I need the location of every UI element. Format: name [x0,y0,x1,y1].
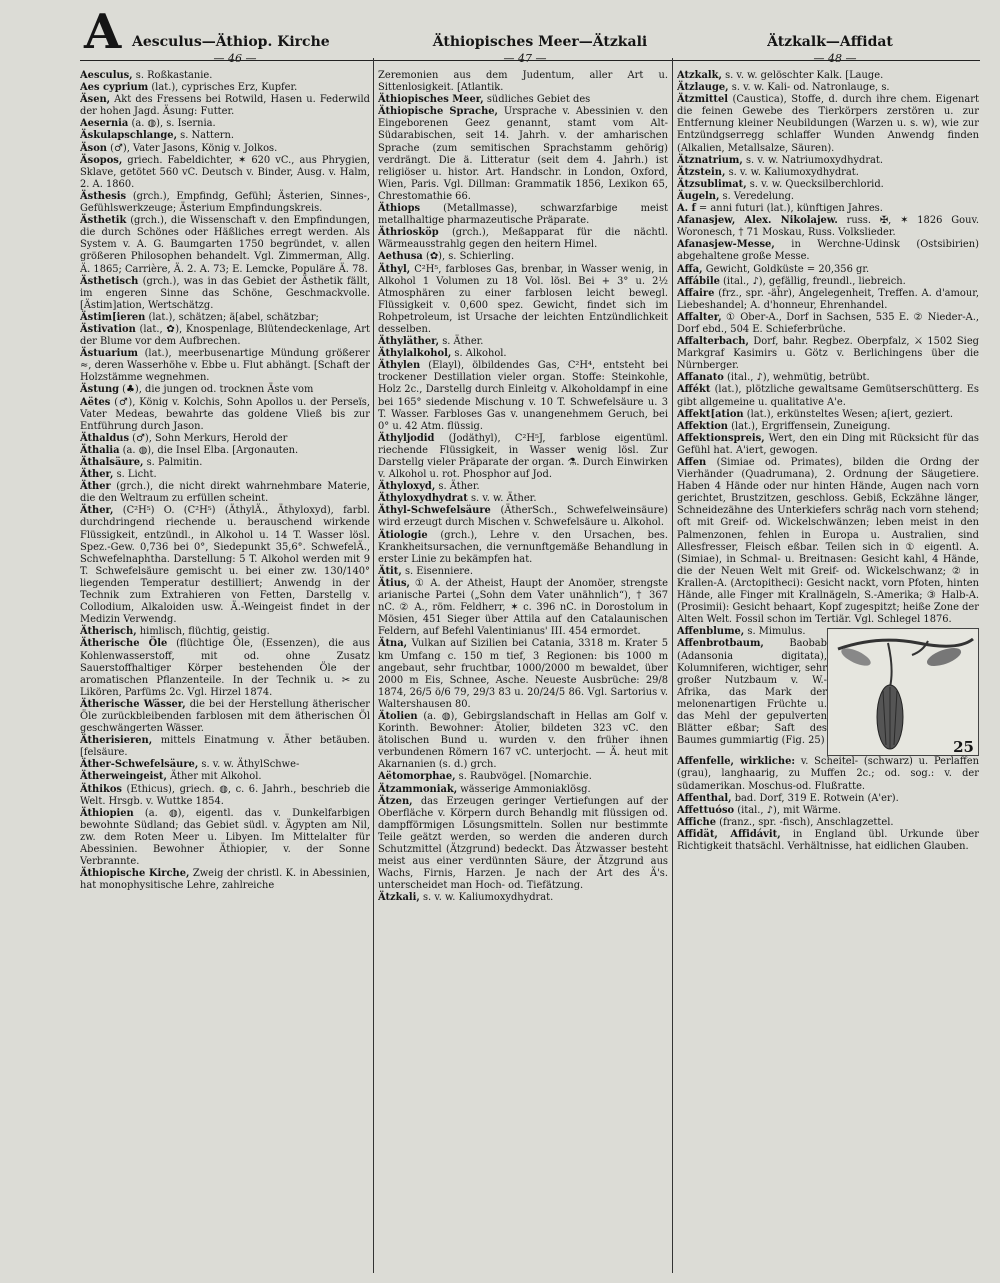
entry-headword: Äthyl-Schwefelsäure [378,505,491,517]
entry-headword: Aes cyprium [80,82,149,94]
entry-text: s. v. w. Quecksilberchlorid. [746,178,884,190]
entry-headword: Äthylen [378,360,421,372]
dictionary-entry [677,70,979,82]
entry-text: s. v. w. Kali- od. Natronlauge, s. [728,82,890,94]
entry-text: (Metallmasse), schwarzfarbige meist metallhaltige pharmazeutische Präparate. [378,203,668,227]
dictionary-entry [677,264,979,276]
dictionary-entry [80,215,370,275]
entry-headword: Affalterbach, [677,336,749,348]
dictionary-entry [80,759,370,771]
entry-headword: Ätherische Öle [80,638,168,650]
dictionary-entry [677,372,979,384]
entry-text: s. v. w. Kaliumoxydhydrat. [419,892,554,904]
section-letter: A [84,4,122,60]
dictionary-entry [677,94,979,154]
dictionary-entry [677,384,979,408]
entry-headword: Affékt [677,384,711,396]
column-left [80,70,370,1270]
entry-text: (ital., ♪), gefällig, freundl., liebreich. [719,275,906,287]
entry-headword: Affen [677,457,707,468]
entry-headword: Affiche [677,816,716,828]
dictionary-entry [677,805,979,817]
dictionary-entry [378,505,668,529]
dictionary-entry [80,143,370,155]
dictionary-entry [677,191,979,203]
entry-text: (lat.), plötzliche gewaltsame Gemütserschütterg. Es gibt allgemeine u. qualitative A'e. [677,384,979,408]
dictionary-entry [378,360,668,433]
entry-headword: Ätzmittel [677,94,729,106]
entry-headword: Äsen, [80,94,111,106]
dictionary-entry [677,793,979,805]
entry-headword: Äugeln, [677,190,720,202]
entry-text: die bei der Herstellung ätherischer Öle zurückbleibenden farblosen mit dem ätherischen Öl geschwängerten Wässer. [80,698,370,735]
entry-headword: A. f [677,203,696,215]
entry-text: s. Roßkastanie. [132,70,213,81]
entry-headword: Äthiopien [80,807,134,819]
dictionary-entry [677,215,979,239]
entry-text: (grch.), die nicht direkt wahrnehmbare Materie, die den Weltraum zu erfüllen scheint. [80,481,370,505]
entry-headword: Äthalsäure, [80,457,144,468]
entry-text: s. Äther. [439,336,484,348]
dictionary-entry [378,530,668,566]
entry-headword: Ätherweingeist, [80,771,167,783]
entry-headword: Ästhesis [80,190,127,202]
dictionary-entry [80,808,370,868]
entry-headword: Äthriosköp [378,227,439,239]
entry-headword: Ätolien [378,710,418,722]
entry-headword: Affalter, [677,311,722,323]
dictionary-entry [80,433,370,445]
dictionary-entry [677,203,979,215]
entry-text: Zweig der christl. K. in Abessinien, hat monophysitische Lehre, zahlreiche [80,868,370,892]
entry-headword: Ätzstein, [677,166,726,178]
entry-headword: Aëtes [80,396,111,408]
dictionary-entry [378,251,668,263]
column-right [677,70,979,1270]
entry-headword: Affektionspreis, [677,432,765,444]
dictionary-entry [80,324,370,348]
running-head-left: Aesculus—Äthiop. Kirche [132,34,330,50]
entry-headword: Äthyloxyd, [378,481,436,493]
dictionary-entry [378,784,668,796]
entry-headword: Äthylalkohol, [378,348,452,360]
entry-text: (ital., ♪), wehmütig, betrübt. [723,372,870,384]
entry-headword: Aesculus, [80,70,133,81]
dictionary-entry [378,336,668,348]
page-number-left: — 46 — [213,52,257,65]
entry-text: bad. Dorf, 319 E. Rotwein (A'er). [731,792,899,804]
entry-text: (a. ◍), die Insel Elba. [Argonauten. [119,444,299,456]
entry-text: v. Scheitel- (schwarz) u. Perlaffen (grau), langhaarig, zu Muffen 2c.; od. sog.: v. der südamerikan. Moschus-od. Flußratte. [677,756,979,792]
entry-headword: Ästuarium [80,348,138,360]
entry-text: (grch.), Meßapparat für die nächtl. Wärmeausstrahlg gegen den heitern Himel. [378,227,668,251]
dictionary-entry [80,626,370,638]
entry-text: (a. ◍), s. Isernia. [128,118,216,130]
entry-headword: Äthiopisches Meer, [378,94,484,106]
entry-headword: Affenbrotbaum, [677,638,764,650]
dictionary-entry [80,384,370,396]
dictionary-entry [378,638,668,711]
dictionary-entry [378,203,668,227]
dictionary-entry [80,191,370,215]
dictionary-entry [378,566,668,578]
page-header [0,0,1000,70]
entry-text: Ursprache v. Abessinien v. den Eingeborenen Geez genannt, stamt vom Alt-Südarabischen, seit 14. Jahrh. v. der amharischen Sprache (zum semitischen Sprachstamm gehörig) verdrängt. Die ä. Litteratur (seit dem 4. Jahrh.) ist religiöser u. histor. Art. Handschr. in London, Oxford, Wien, Paris. Vgl. Dillman: Grammatik 1856, Lexikon 65, Chrestomathie 66. [378,106,668,202]
entry-text: s. v. w. Äther. [467,493,537,505]
dictionary-entry [677,457,979,626]
entry-text: (grch.), Lehre v. den Ursachen, bes. Krankheitsursachen, die vernunftgemäße Behandlung in erster Linie zu bekämpfen hat. [378,529,668,565]
entry-headword: Ästivation [80,323,136,335]
entry-headword: Ätherisch, [80,626,137,638]
entry-headword: Affanato [677,372,724,384]
entry-text: (ÄtherSch., Schwefelweinsäure) wird erzeugt durch Mischen v. Schwefelsäure u. Alkohol. [378,505,668,529]
dictionary-entry [677,638,827,747]
dictionary-entry [80,397,370,433]
entry-text: (♂), König v. Kolchis, Sohn Apollos u. der Perseïs, Vater Medeas, bewahrte das goldene Vließ bis zur Entführung durch Jason. [80,396,370,432]
entry-headword: Affidät, Affidávit, [677,828,781,840]
dictionary-entry [80,771,370,783]
entry-text: (flüchtige Öle, (Essenzen), die aus Kohlenwasserstoff, mit od. ohne Zusatz Sauerstoffhaltiger Körper bestehenden Öle der aromatischen Pflanzenteile. In der Technik u. ✂ zu Likören, Parfüms 2c. Vgl. Hirzel 1874. [80,638,370,698]
entry-text: (♂), Vater Jasons, König v. Jolkos. [107,142,278,154]
dictionary-entry [378,264,668,337]
entry-text: (franz., spr. -fisch), Anschlagzettel. [716,816,894,828]
entry-text: russ. ✠, ✶ 1826 Gouv. Woronesch, † 71 Moskau, Russ. Volkslieder. [677,215,979,239]
entry-text: s. Äther. [435,481,480,493]
dictionary-entry [80,70,370,82]
entry-headword: Ätzkali, [378,892,420,904]
entry-text: (ital., ♪), mit Wärme. [734,804,841,816]
dictionary-entry [80,276,370,312]
entry-headword: Affettuóso [677,804,735,816]
dictionary-entry [677,179,979,191]
entry-text: (lat.), schätzen; ä[abel, schätzbar; [145,311,319,323]
entry-text: (lat.), erkünsteltes Wesen; a[iert, geziert. [743,408,954,420]
baobab-fruit-illustration [828,629,978,755]
entry-text: Zeremonien aus dem Judentum, aller Art u. Sittenlosigkeit. [Atlantik. [378,70,668,94]
entry-headword: Affenblume, [677,626,745,638]
entry-text: (lat.), meerbusenartige Mündung größerer ≈, deren Wasserhöhe v. Ebbe u. Flut abhängt. [Schaft der Holzstämme wegnehmen. [80,348,370,384]
entry-headword: Äthikos [80,783,122,795]
entry-text: s. Eisenniere. [401,565,474,577]
entry-headword: Aethusa [378,251,423,263]
entry-headword: Ätzsublimat, [677,178,747,190]
dictionary-entry [378,348,668,360]
entry-text: s. Raubvögel. [Nomarchie. [455,771,592,783]
entry-text: s. Alkohol. [451,348,507,360]
entry-headword: Äskulapschlange, [80,130,178,142]
entry-headword: Ätzammoniak, [378,783,458,795]
dictionary-entry [677,626,827,638]
entry-headword: Ätzlauge, [677,82,729,94]
entry-text: s. v. w. ÄthylSchwe- [198,759,300,771]
entry-headword: Äthalia [80,444,120,456]
dictionary-entry [677,239,979,263]
entry-headword: Aesernia [80,118,129,130]
entry-text: in Werchne-Udinsk (Ostsibirien) abgehaltene große Messe. [677,239,979,263]
entry-text: Dorf, bahr. Regbez. Oberpfalz, ⚔ 1502 Sieg Markgraf Kasimirs u. Götz v. Berlichingens über die Nürnberger. [677,336,979,372]
entry-text: ① A. der Atheist, Haupt der Anomöer, strengste arianische Partei („Sohn dem Vater unähnlich“), † 367 nC. ② A., röm. Feldherr, ✶ c. 396 nC. in Dorostolum in Mösien, 451 Sieger über Attila auf den Catalaunischen Feldern, auf Befehl Valentinianus' III. 454 ermordet. [378,577,668,638]
entry-headword: Ätherische Wässer, [80,698,186,710]
dictionary-entry [677,288,979,312]
entry-headword: Ätzen, [378,795,413,807]
dictionary-entry [378,711,668,771]
entry-headword: Äthiopische Sprache, [378,106,498,118]
entry-text: s. v. w. Kaliumoxydhydrat. [725,166,859,178]
dictionary-entry [677,433,979,457]
entry-text: Gewicht, Goldküste = 20,356 gr. [702,263,870,275]
dictionary-entry [677,155,979,167]
entry-text: das Erzeugen geringer Vertiefungen auf der Oberfläche v. Körpern durch Behandlg mit flüssigen od. dampfförmigen Lösungsmitteln. Sollen nur bestimmte Teile geätzt werden, so werden die anderen durch Schutzmittel (Ätzgrund) bedeckt. Das Ätzwasser besteht meist aus einer verdünnten Säure, der Ätzgrund aus Wachs, Firnis, Harzen. Je nach der Art des Ä's. unterscheidet man Hoch- od. Tiefätzung. [378,795,668,892]
entry-text: Baobab (Adansonia digitata), Kolumniferen, wichtiger, sehr großer Nutzbaum v. W.-Afrika, das Mark der melonenartigen Früchte u. das Mehl der gepulverten Blätter eßbar; Saft des Baumes gummiartig (Fig. 25) [677,638,827,747]
dictionary-entry [378,94,668,106]
entry-text: (lat.), Ergriffensein, Zuneigung. [727,420,891,432]
entry-text: s. Mimulus. [744,626,806,638]
entry-text: ① Ober-A., Dorf in Sachsen, 535 E. ② Nieder-A., Dorf ebd., 504 E. Schieferbrüche. [677,311,979,335]
dictionary-entry [378,227,668,251]
entry-headword: Ätit, [378,565,402,577]
entry-headword: Afanasjew-Messe, [677,239,775,251]
dictionary-entry [80,505,370,626]
entry-text: s. Licht. [113,469,157,481]
dictionary-entry [378,796,668,893]
entry-text: s. Palmitin. [143,457,203,468]
entry-headword: Affenfelle, wirkliche: [677,756,796,768]
entry-text: (a. ◍), eigentl. das v. Dunkelfarbigen bewohnte Südland; das Gebiet südl. v. Ägypten am Nil, zw. dem Roten Meer u. Libyen. Im Mittelalter für Abessinien. Bewohner Äthiopier, v. der Sonne Verbrannte. [80,807,370,868]
entry-headword: Äthyl, [378,263,411,275]
entry-text: (C²H⁵) O. (C²H⁵) (ÄthylÄ., Äthyloxyd), farbl. durchdringend riechende u. berauschend wirkende Flüssigkeit, entzündl., in Alkohol u. 14 T. Wasser lösl. Spez.-Gew. 0,736 bei 0°, Siedepunkt 35,6°. SchwefelÄ., Schwefelnaphtha. Darstellung: 5 T. Alkohol werden mit 9 T. Schwefelsäure gemischt u. bei einer zw. 130/140° liegenden Temperatur destilliert; Anwendg in der Technik zum Extrahieren von Fetten, Darstellg v. Collodium, Alkaloiden usw. Ä.-Weingeist findet in der Medizin Verwendg. [80,505,370,626]
figure-number: 25 [953,738,974,757]
entry-headword: Äther [80,481,111,493]
entry-text: (Simiae od. Primates), bilden die Ordng der Vierhänder (Quadrumana), 2. Ordnung der Säugetiere. Haben 4 Hände oder nur hinten Hände, Augen nach vorn gerichtet, Brustzitzen, geschloss. Gebiß, Eckzähne länger, Schneidezähne des Unterkiefers schräg nach vorn stehend; oft mit Greif- od. Wickelschwänzen; leben meist in den Palmenzonen, fehlen in Europa u. Australien, sind Allesfresser, Fleisch eßbar. Teilen sich in ① eigentl. A. (Simiae), in Schmal- u. Breitnasen: Gesicht kahl, 4 Hände, die der Neuen Welt mit Greif- od. Wickelschwanz; ② in Krallen-A. (Arctopitheci): Gesicht nackt, vorn Pfoten, hinten Hände, alle Finger mit Krallnägeln, S.-Amerika; ③ Halb-A. (Prosimii): Gesicht behaart, Kopf zugespitzt; heiße Zone der Alten Welt. Fossil schon im Tertiär. Vgl. Schlegel 1876. [677,457,979,626]
baobab-figure [827,628,979,756]
entry-text: (♣), die jungen od. trocknen Äste vom [119,384,314,396]
entry-headword: Affa, [677,263,703,275]
entry-headword: Äther, [80,469,114,481]
entry-text: (✿), s. Schierling. [422,251,515,263]
entry-headword: Ätherisieren, [80,735,153,747]
entry-text: (a. ◍), Gebirgslandschaft in Hellas am Golf v. Korinth. Bewohner: Ätolier, bildeten 323 vC. den ätolischen Bund u. wurden v. den früher ihnen verbundenen Römern 167 vC. unterjocht. — Ä. heut mit Akarnanien (s. d.) grch. [378,710,668,771]
entry-text: Wert, den ein Ding mit Rücksicht für das Gefühl hat. A'iert, gewogen. [677,432,979,456]
entry-text: s. v. w. gelöschter Kalk. [Lauge. [721,70,884,81]
dictionary-entry [677,829,979,853]
dictionary-entry [80,784,370,808]
dictionary-entry [80,348,370,384]
dictionary-entry [378,771,668,783]
dictionary-entry [677,421,979,433]
entry-headword: Äthyljodid [378,432,435,444]
dictionary-entry [80,481,370,505]
dictionary-entry [677,82,979,94]
entry-headword: Affenthal, [677,792,732,804]
entry-headword: Ästhetisch [80,275,139,287]
dictionary-entry [80,312,370,324]
entry-text: mittels Einatmung v. Äther betäuben. [felsäure. [80,735,370,759]
entry-text: wässerige Ammoniaklösg. [457,783,591,795]
dictionary-entry [80,118,370,130]
entry-headword: Äther, [80,505,114,517]
figure-block [677,626,979,756]
dictionary-entry [80,699,370,735]
dictionary-entry [378,493,668,505]
entry-headword: Äthiopische Kirche, [80,868,190,880]
dictionary-entry [80,130,370,142]
dictionary-entry [677,336,979,372]
entry-headword: Äthiops [378,203,421,215]
entry-headword: Affektion [677,420,728,432]
entry-text: (Jodäthyl), C²H⁵J, farblose eigentüml. riechende Flüssigkeit, in Wasser wenig lösl. Zur Darstellg vieler Präparate der organ. ⚗. Durch Einwirken v. Alkohol u. rot. Phosphor auf Jod. [378,432,668,481]
entry-headword: Ätznatrium, [677,154,743,166]
dictionary-entry [677,817,979,829]
entry-headword: Aëtomorphae, [378,771,456,783]
entry-text: s. Veredelung. [719,190,795,202]
dictionary-entry [80,638,370,698]
entry-headword: Ätzkalk, [677,70,722,81]
entry-headword: Ätna, [378,638,408,650]
page-number-middle: — 47 — [503,52,547,65]
dictionary-entry [80,735,370,759]
entry-headword: Affekt[ation [677,408,744,420]
page-number-right: — 48 — [813,52,857,65]
header-rule [80,60,980,61]
dictionary-entry [378,578,668,638]
entry-headword: Ätiologie [378,529,428,541]
entry-headword: Ästung [80,384,120,396]
dictionary-entry [677,167,979,179]
entry-text: Akt des Fressens bei Rotwild, Hasen u. Federwild der hohen Jagd. Äsung: Futter. [80,94,370,118]
entry-text: s. v. w. Natriumoxydhydrat. [742,154,884,166]
column-divider [373,58,374,1273]
entry-text: (lat., ✿), Knospenlage, Blütendeckenlage, Art der Blume vor dem Aufbrechen. [80,323,370,348]
entry-text: himlisch, flüchtig, geistig. [136,626,270,638]
entry-text: (grch.), die Wissenschaft v. den Empfindungen, die durch Schönes oder Häßliches erregt werden. Als System v. A. G. Baumgarten 1750 begründet, v. allen größeren Philosophen behandelt. Vgl. Zimmerman, Allg. Ä. 1865; Carrière, Ä. 2. A. 73; E. Lemcke, Populäre Ä. 78. [80,215,370,275]
entry-text: C²H⁵, farbloses Gas, brenbar, in Wasser wenig, in Alkohol 1 Volumen zu 18 Vol. lösl. Bei + 3° u. 2½ Atmosphären zu einer farblosen leicht bewegl. Flüssigkeit v. 0,600 spez. Gewicht, findet sich im Rohpetroleum, ist Ursache der leichten Entzündlichkeit desselben. [378,263,668,335]
dictionary-entry [80,469,370,481]
dictionary-entry [677,276,979,288]
dictionary-entry [677,409,979,421]
entry-text: s. Nattern. [177,130,235,142]
entry-headword: Äson [80,142,107,154]
entry-text: südliches Gebiet des [483,94,591,106]
entry-text: (lat.), cyprisches Erz, Kupfer. [148,82,298,94]
entry-headword: Äthaldus [80,432,130,444]
entry-headword: Afanasjew, Alex. Nikolajew. [677,215,838,227]
dictionary-entry [378,481,668,493]
entry-text: griech. Fabeldichter, ✶ 620 vC., aus Phrygien, Sklave, getötet 560 vC. Deutsch v. Binder, Ausg. v. Halm, 2. A. 1860. [80,154,370,190]
entry-text: (Caustica), Stoffe, d. durch ihre chem. Eigenart die feinen Gewebe des Tierkörpers zerstören u. zur Entfernung kleiner Neubildungen (Warzen u. s. w), wie zur Entzündgserregg schlaffer Wunden Anwendg finden (Alkalien, Metallsalze, Säuren). [677,94,979,154]
entry-headword: Äthyloxydhydrat [378,493,468,505]
entry-text: (grch.), was in das Gebiet der Ästhetik fällt, im engeren Sinne das Schöne, Geschmackvolle. [Ästim]ation, Wertschätzg. [80,275,370,311]
running-head-right: Ätzkalk—Affidat [767,34,893,50]
dictionary-entry [80,94,370,118]
column-middle [378,70,668,1270]
entry-text: Äther mit Alkohol. [166,771,262,783]
dictionary-entry [378,433,668,481]
dictionary-entry [80,82,370,94]
dictionary-entry [677,756,979,792]
entry-text: Vulkan auf Sizilien bei Catania, 3318 m. Krater 5 km Umfang c. 150 m tief, 3 Regionen: bis 1000 m angebaut, sehr fruchtbar, 1000/2000 m bewaldet, über 2000 m Eis, Schnee, Asche. Neueste Ausbrüche: 29/8 1874, 26/5 ö/6 79, 29/3 83 u. 20/24/5 86. Vgl. Sartorius v. Waltershausen 80. [378,638,668,710]
dictionary-entry [378,106,668,203]
entry-text: = anni futuri (lat.), künftigen Jahres. [695,203,883,215]
entry-headword: Äsopos, [80,154,123,166]
entry-text: (Elayl), ölbildendes Gas, C²H⁴, entsteht bei trockener Destillation vieler organ. Stoffe: Steinkohle, Holz 2c., Darstellg durch Einleitg v. Alkoholdampf in eine bei 165° siedende Mischung v. 10 T. Schwefelsäure u. 3 T. Wasser. Farbloses Gas v. unangenehmem Geruch, bei 0° u. 42 Atm. flüssig. [378,360,668,432]
running-head-middle: Äthiopisches Meer—Ätzkali [432,34,648,50]
entry-text: (♂), Sohn Merkurs, Herold der [129,432,288,444]
dictionary-entry [378,892,668,904]
dictionary-entry [80,155,370,191]
entry-headword: Affábile [677,275,720,287]
column-divider [672,58,673,1273]
entry-headword: Ätius, [378,577,410,589]
entry-headword: Äther-Schwefelsäure, [80,759,199,771]
entry-headword: Äthyläther, [378,336,440,348]
dictionary-entry [80,457,370,469]
entry-text: (frz., spr. -äh̄r), Angelegenheit, Treffen. A. d'amour, Liebeshandel; A. d'honneur, Ehrenhandel. [677,287,979,311]
dictionary-entry [378,70,668,94]
entry-text: (grch.), Empfindg, Gefühl; Ästerien, Sinnes-, Gefühlswerkzeuge; Ästerium Empfindungskreis. [80,190,370,215]
entry-text: in England übl. Urkunde über Richtigkeit thatsächl. Verhältnisse, hat eidlichen Glauben. [677,828,979,852]
entry-headword: Ästim[ieren [80,311,146,323]
entry-headword: Affaire [677,287,715,299]
entry-text: (Ethicus), griech. ◍, c. 6. Jahrh., beschrieb die Welt. Hrsgb. v. Wuttke 1854. [80,783,370,807]
dictionary-entry [80,868,370,892]
dictionary-entry [80,445,370,457]
dictionary-entry [677,312,979,336]
entry-headword: Ästhetik [80,215,127,227]
